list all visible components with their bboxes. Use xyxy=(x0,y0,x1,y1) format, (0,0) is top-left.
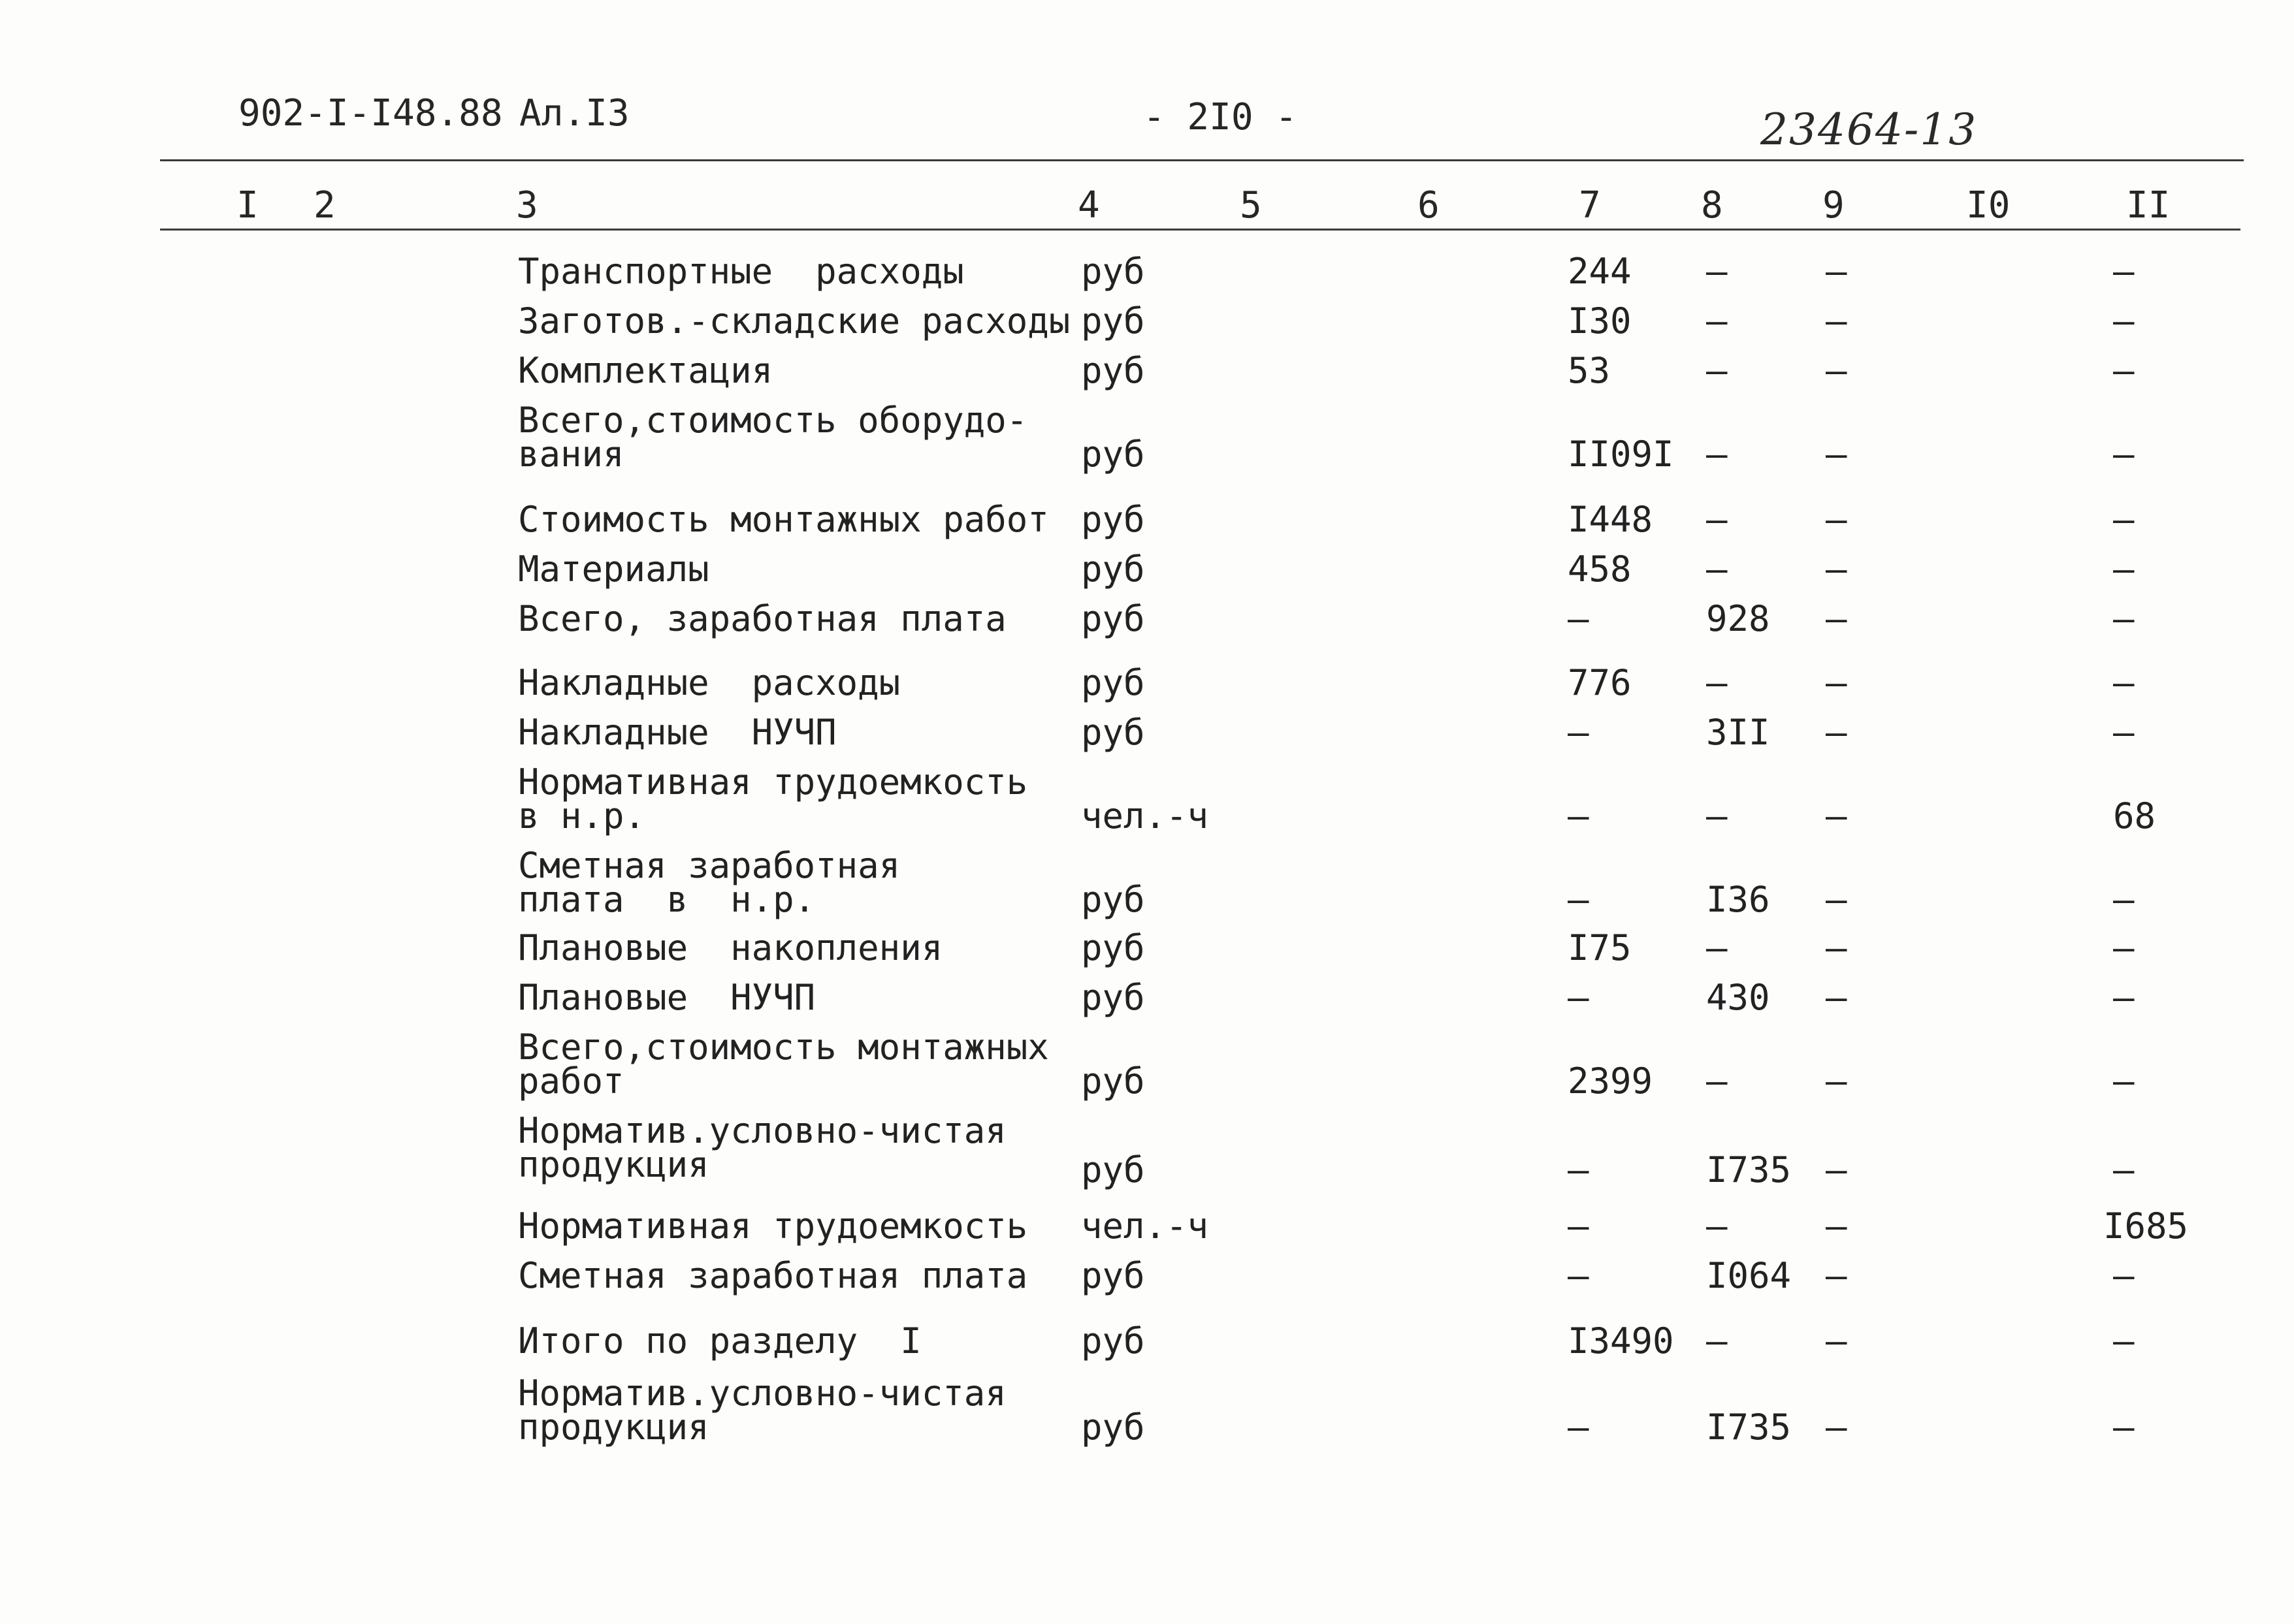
header-rule-top xyxy=(160,159,2244,161)
col7-value: II09I xyxy=(1568,434,1674,475)
col8-value: – xyxy=(1706,795,1728,836)
column-number: 7 xyxy=(1579,184,1601,227)
col8-value: – xyxy=(1706,927,1728,968)
col8-value: – xyxy=(1706,251,1728,292)
row-unit: руб xyxy=(1081,598,1145,639)
col8-value: I36 xyxy=(1706,879,1770,920)
row-unit: руб xyxy=(1081,1407,1145,1448)
column-number: II xyxy=(2126,184,2171,227)
row-unit: руб xyxy=(1081,350,1145,391)
column-number: 3 xyxy=(516,184,538,227)
sheet-label: Ал.I3 xyxy=(519,92,630,135)
col7-value: 244 xyxy=(1568,251,1632,292)
row-name: Накладные расходы xyxy=(518,662,901,703)
column-number: 8 xyxy=(1701,184,1723,227)
row-name: Норматив.условно-чистая продукция xyxy=(518,1110,1007,1185)
col9-value: – xyxy=(1826,251,1847,292)
column-number: I xyxy=(236,184,259,227)
col11-value: – xyxy=(2113,712,2135,753)
col9-value: – xyxy=(1826,434,1847,475)
row-name: Транспортные расходы xyxy=(518,251,964,292)
col7-value: – xyxy=(1568,712,1589,753)
col9-value: – xyxy=(1826,1407,1847,1448)
col9-value: – xyxy=(1826,879,1847,920)
row-name: Всего,стоимость монтажных работ xyxy=(518,1027,1049,1102)
col8-value: – xyxy=(1706,350,1728,391)
row-unit: руб xyxy=(1081,1320,1145,1361)
col9-value: – xyxy=(1826,1205,1847,1247)
col11-value: – xyxy=(2113,1060,2135,1102)
col7-value: – xyxy=(1568,1205,1589,1247)
col9-value: – xyxy=(1826,1149,1847,1190)
col11-value: – xyxy=(2113,598,2135,639)
row-unit: руб xyxy=(1081,1060,1145,1102)
col8-value: – xyxy=(1706,499,1728,540)
col11-value: – xyxy=(2113,1407,2135,1448)
row-unit: руб xyxy=(1081,499,1145,540)
col8-value: – xyxy=(1706,662,1728,703)
column-number: 2 xyxy=(314,184,336,227)
col11-value: – xyxy=(2113,977,2135,1018)
row-unit: руб xyxy=(1081,300,1145,342)
col9-value: – xyxy=(1826,350,1847,391)
row-name: Плановые накопления xyxy=(518,927,943,968)
row-unit: чел.-ч xyxy=(1081,795,1209,836)
col7-value: – xyxy=(1568,795,1589,836)
col8-value: 928 xyxy=(1706,598,1770,639)
col11-value: – xyxy=(2113,662,2135,703)
row-name: Итого по разделу I xyxy=(518,1320,922,1361)
column-number: I0 xyxy=(1966,184,2011,227)
row-name: Плановые НУЧП xyxy=(518,977,816,1018)
col8-value: – xyxy=(1706,1205,1728,1247)
col9-value: – xyxy=(1826,712,1847,753)
col9-value: – xyxy=(1826,1255,1847,1296)
row-name: Норматив.условно-чистая продукция xyxy=(518,1373,1007,1448)
row-name: Заготов.-складские расходы xyxy=(518,300,1071,342)
col7-value: I448 xyxy=(1568,499,1653,540)
col7-value: I75 xyxy=(1568,927,1632,968)
archive-number: 23464-13 xyxy=(1760,104,1978,155)
row-name: Сметная заработная плата в н.р. xyxy=(518,845,901,920)
col8-value: – xyxy=(1706,1320,1728,1361)
row-name: Нормативная трудоемкость xyxy=(518,1205,1028,1247)
col11-value: 68 xyxy=(2113,795,2156,836)
col11-value: – xyxy=(2113,499,2135,540)
col9-value: – xyxy=(1826,1320,1847,1361)
row-unit: руб xyxy=(1081,434,1145,475)
row-unit: руб xyxy=(1081,662,1145,703)
col9-value: – xyxy=(1826,499,1847,540)
row-name: Накладные НУЧП xyxy=(518,712,837,753)
col7-value: 53 xyxy=(1568,350,1611,391)
col9-value: – xyxy=(1826,549,1847,590)
column-number: 5 xyxy=(1240,184,1262,227)
row-unit: чел.-ч xyxy=(1081,1205,1209,1247)
col11-value: – xyxy=(2113,1320,2135,1361)
row-unit: руб xyxy=(1081,1255,1145,1296)
row-name: Комплектация xyxy=(518,350,773,391)
row-unit: руб xyxy=(1081,927,1145,968)
column-number: 6 xyxy=(1417,184,1440,227)
col8-value: I064 xyxy=(1706,1255,1792,1296)
col9-value: – xyxy=(1826,795,1847,836)
col11-value: – xyxy=(2113,1149,2135,1190)
col7-value: – xyxy=(1568,977,1589,1018)
col8-value: I735 xyxy=(1706,1407,1792,1448)
col11-value: – xyxy=(2113,549,2135,590)
row-unit: руб xyxy=(1081,549,1145,590)
col9-value: – xyxy=(1826,662,1847,703)
row-unit: руб xyxy=(1081,977,1145,1018)
col7-value: 776 xyxy=(1568,662,1632,703)
col7-value: 458 xyxy=(1568,549,1632,590)
row-name: Сметная заработная плата xyxy=(518,1255,1028,1296)
col11-value: – xyxy=(2113,879,2135,920)
document-code: 902-I-I48.88 xyxy=(238,92,503,135)
col9-value: – xyxy=(1826,1060,1847,1102)
col11-value: – xyxy=(2113,300,2135,342)
col8-value: 3II xyxy=(1706,712,1770,753)
column-number: 9 xyxy=(1822,184,1845,227)
col11-value: I685 xyxy=(2103,1205,2189,1247)
page-number: - 2I0 - xyxy=(1143,96,1298,138)
col8-value: – xyxy=(1706,300,1728,342)
col8-value: 430 xyxy=(1706,977,1770,1018)
col8-value: – xyxy=(1706,1060,1728,1102)
col7-value: I30 xyxy=(1568,300,1632,342)
col8-value: I735 xyxy=(1706,1149,1792,1190)
col11-value: – xyxy=(2113,251,2135,292)
col7-value: – xyxy=(1568,1255,1589,1296)
row-name: Всего,стоимость оборудо- вания xyxy=(518,400,1028,475)
col8-value: – xyxy=(1706,549,1728,590)
col8-value: – xyxy=(1706,434,1728,475)
col7-value: I3490 xyxy=(1568,1320,1674,1361)
col7-value: – xyxy=(1568,1149,1589,1190)
row-unit: руб xyxy=(1081,251,1145,292)
row-name: Всего, заработная плата xyxy=(518,598,1007,639)
row-name: Стоимость монтажных работ xyxy=(518,499,1049,540)
row-unit: руб xyxy=(1081,879,1145,920)
col7-value: – xyxy=(1568,1407,1589,1448)
col7-value: – xyxy=(1568,598,1589,639)
header-rule-bottom xyxy=(160,229,2240,231)
col9-value: – xyxy=(1826,977,1847,1018)
col7-value: – xyxy=(1568,879,1589,920)
col11-value: – xyxy=(2113,350,2135,391)
col9-value: – xyxy=(1826,927,1847,968)
row-name: Материалы xyxy=(518,549,709,590)
col11-value: – xyxy=(2113,1255,2135,1296)
row-unit: руб xyxy=(1081,712,1145,753)
column-number: 4 xyxy=(1078,184,1100,227)
col9-value: – xyxy=(1826,598,1847,639)
col7-value: 2399 xyxy=(1568,1060,1653,1102)
row-unit: руб xyxy=(1081,1149,1145,1190)
col9-value: – xyxy=(1826,300,1847,342)
col11-value: – xyxy=(2113,434,2135,475)
row-name: Нормативная трудоемкость в н.р. xyxy=(518,761,1028,836)
col11-value: – xyxy=(2113,927,2135,968)
